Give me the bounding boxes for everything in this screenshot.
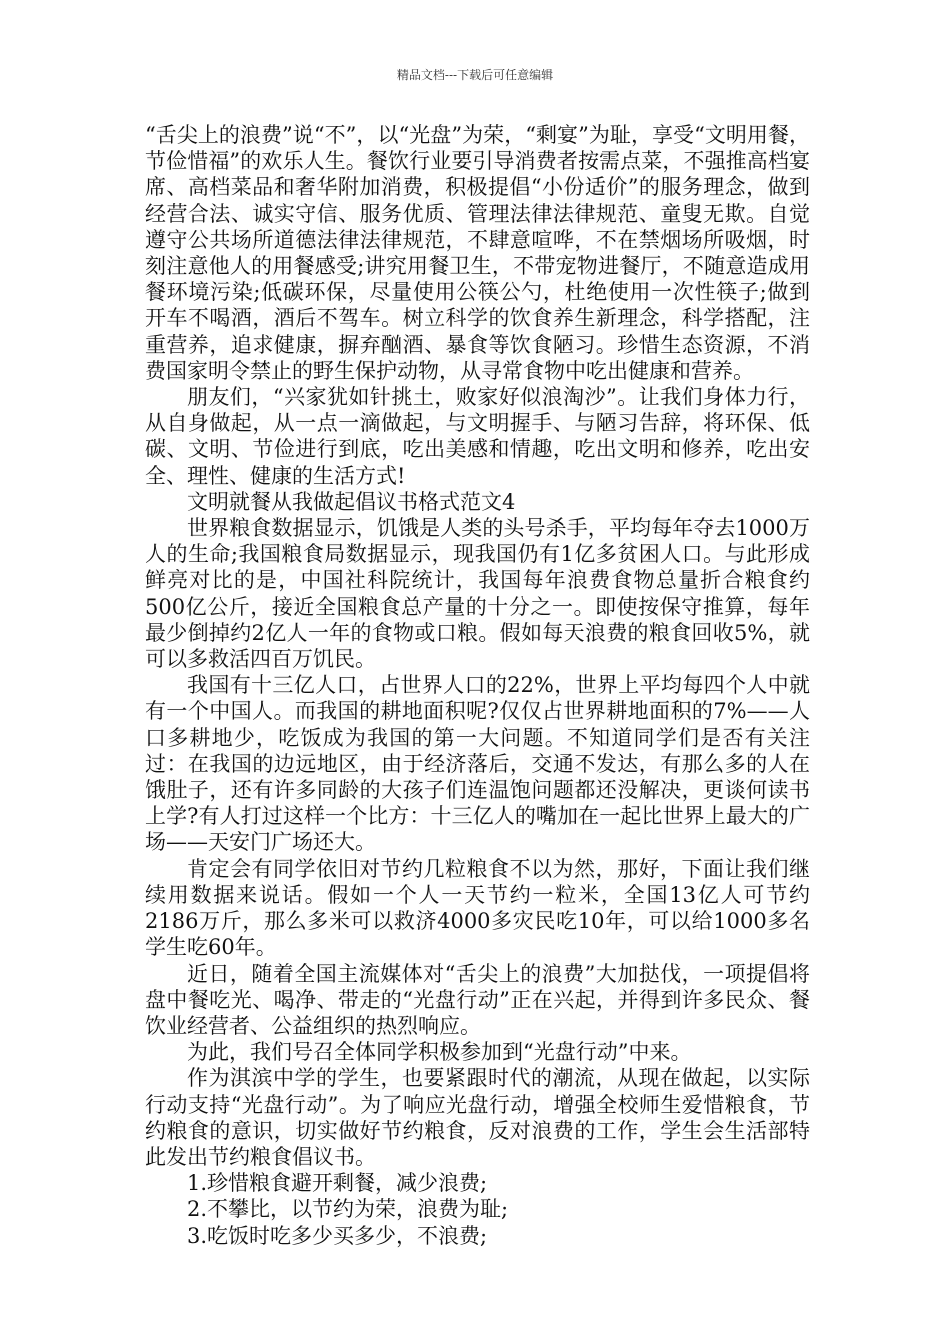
paragraph: “舌尖上的浪费”说“不”，以“光盘”为荣，“剩宴”为耻，享受“文明用餐，节俭惜福”的欢乐人生。餐饮行业要引导消费者按需点菜，不强推高档宴席、高档菜品和奢华附加消费，积极提倡“小份适价”的服务理念，做到经营合法、诚实守信、服务优质、管理法律法律规范、童叟无欺。自觉遵守公共场所道德法律法律规范，不肆意喧哗，不在禁烟场所吸烟，时刻注意他人的用餐感受;讲究用餐卫生，不带宠物进餐厅，不随意造成用餐环境污染;低碳环保，尽量使用公筷公勺，杜绝使用一次性筷子;做到开车不喝酒，酒后不驾车。树立科学的饮食养生新理念，科学搭配，注重营养，追求健康，摒弃酗酒、暴食等饮食陋习。珍惜生态资源，不消费国家明令禁止的野生保护动物，从寻常食物中吃出健康和营养。 [145,123,810,383]
paragraph: 1.珍惜粮食避开剩餐，减少浪费; [187,1171,488,1196]
paragraph: 世界粮食数据显示，饥饿是人类的头号杀手，平均每年夺去1000万人的生命;我国粮食局数据显示，现我国仍有1亿多贫困人口。与此形成鲜亮对比的是，中国社科院统计，我国每年浪费食物总量折合粮食约500亿公斤，接近全国粮食总产量的十分之一。即使按保守推算，每年最少倒掉约2亿人一年的食物或口粮。假如每天浪费的粮食回收5%，就可以多救活四百万饥民。 [145,516,810,672]
paragraph: 作为淇滨中学的学生，也要紧跟时代的潮流，从现在做起，以实际行动支持“光盘行动”。为了响应光盘行动，增强全校师生爱惜粮食，节约粮食的意识，切实做好节约粮食，反对浪费的工作，学生会生活部特此发出节约粮食倡议书。 [145,1066,810,1169]
paragraph: 2.不攀比，以节约为荣，浪费为耻; [187,1197,509,1222]
paragraph: 我国有十三亿人口，占世界人口的22%，世界上平均每四个人中就有一个中国人。而我国的耕地面积呢?仅仅占世界耕地面积的7%——人口多耕地少，吃饭成为我国的第一大问题。不知道同学们是否有关注过：在我国的边远地区，由于经济落后，交通不发达，有那么多的人在饿肚子，还有许多同龄的大孩子们连温饱问题都还没解决，更谈何读书上学?有人打过这样一个比方：十三亿人的嘴加在一起比世界上最大的广场——天安门广场还大。 [145,673,810,855]
paragraph: 3.吃饭时吃多少买多少，不浪费; [187,1223,488,1248]
paragraph: 为此，我们号召全体同学积极参加到“光盘行动”中来。 [187,1040,692,1065]
paragraph: 肯定会有同学依旧对节约几粒粮食不以为然，那好，下面让我们继续用数据来说话。假如一个人一天节约一粒米，全国13亿人可节约2186万斤，那么多米可以救济4000多灾民吃10年，可以给1000多名学生吃60年。 [145,856,810,960]
paragraph: 近日，随着全国主流媒体对“舌尖上的浪费”大加挞伐，一项提倡将盘中餐吃光、喝净、带走的“光盘行动”正在兴起，并得到许多民众、餐饮业经营者、公益组织的热烈响应。 [145,961,810,1038]
document-body [145,122,810,1249]
paragraph: 文明就餐从我做起倡议书格式范文4 [187,489,516,514]
page-header: 精品文档---下载后可任意编辑 [396,68,554,82]
paragraph: 朋友们，“兴家犹如针挑土，败家好似浪淘沙”。让我们身体力行，从自身做起，从一点一滴做起，与文明握手、与陋习告辞，将环保、低碳、文明、节俭进行到底，吃出美感和情趣，吃出文明和修养，吃出安全、理性、健康的生活方式! [145,385,810,488]
